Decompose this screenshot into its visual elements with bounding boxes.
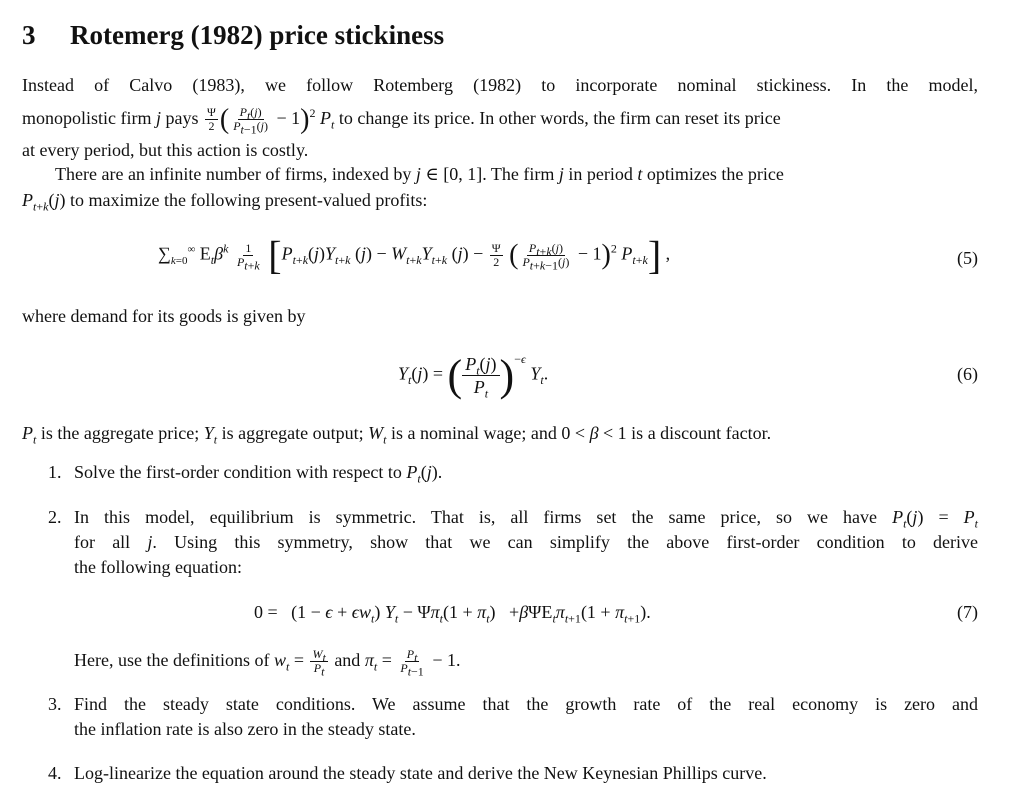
intro-line-3: at every period, but this action is costly. — [22, 140, 309, 160]
list-item-2: 2. In this model, equilibrium is symmetric. That is, all firms set the same price, so we have $P_t(j) = P_t$ for all j. Using this symmetry, show that we can simplify the above first-order condition to derive the following equation: — [48, 507, 979, 577]
intro-line-4: There are an infinite number of firms, indexed by j ∈ [0, 1]. The firm j in period t optimizes the price — [55, 164, 784, 184]
equation-5-number: (5) — [957, 248, 978, 268]
item-2-definitions: Here, use the definitions of $w_t$ = $\frac{W_t}{P_t}$ and $\pi_t$ = $\frac{P_t}{P_{t-1}}$ − 1. — [74, 647, 461, 679]
list-item-3: 3. Find the steady state conditions. We assume that the growth rate of the real economy is zero and the inflation rate is also zero in the steady state. — [48, 694, 978, 739]
equation-6-number: (6) — [957, 364, 978, 384]
intro-line-1: Instead of Calvo (1983), we follow Rotemberg (1982) to incorporate nominal stickiness. In the model, — [22, 75, 978, 95]
intro-line-5: $P_{t+k}(j)$ to maximize the following present-valued profits: — [22, 190, 428, 214]
section-number: 3 — [22, 20, 36, 50]
equation-5: $\sum_{k=0}^\infty$ $E_t\beta^k$ $\frac{1}{P_{t+k}}$ [$P_{t+k}(j)Y_{t+k}$ $(j) - W_{t+k}Y_{t+k}$ (j) − $\frac{\Psi}{2}$ ( $\frac{P_{t+k}(j)}{P_{t+k-1}(j)}$ − 1)$^2$ $P_{t+k}$] , (5) — [158, 232, 978, 278]
equation-6: $Y_t(j)$ = ( $\frac{P_t(j)}{P_t}$ )$^{-\epsilon}$ $Y_t$. (6) — [398, 351, 978, 401]
definitions-line: $P_t$ is the aggregate price; $Y_t$ is aggregate output; $W_t$ is a nominal wage; and 0 < β < 1 is a discount factor. — [22, 423, 772, 447]
section-title: Rotemerg (1982) price stickiness — [70, 20, 445, 50]
equation-7-number: (7) — [957, 602, 978, 622]
demand-intro: where demand for its goods is given by — [22, 306, 306, 326]
intro-line-2: monopolistic firm j pays $\frac{\Psi}{2}$ ( $\frac{P_t(j)}{P_{t-1}(j)}$ − 1)$^2$ $P_t$ to change its price. In other words, the firm can reset its price — [22, 103, 781, 137]
section-heading — [22, 20, 444, 51]
equation-7: $0 = (1 - \epsilon + \epsilon w_t)$ $Y_t - \Psi\pi_t(1 + \pi_t) +\beta\Psi E_t\pi_{t+1}(1 + \pi_{t+1})$. (7) — [254, 602, 978, 626]
